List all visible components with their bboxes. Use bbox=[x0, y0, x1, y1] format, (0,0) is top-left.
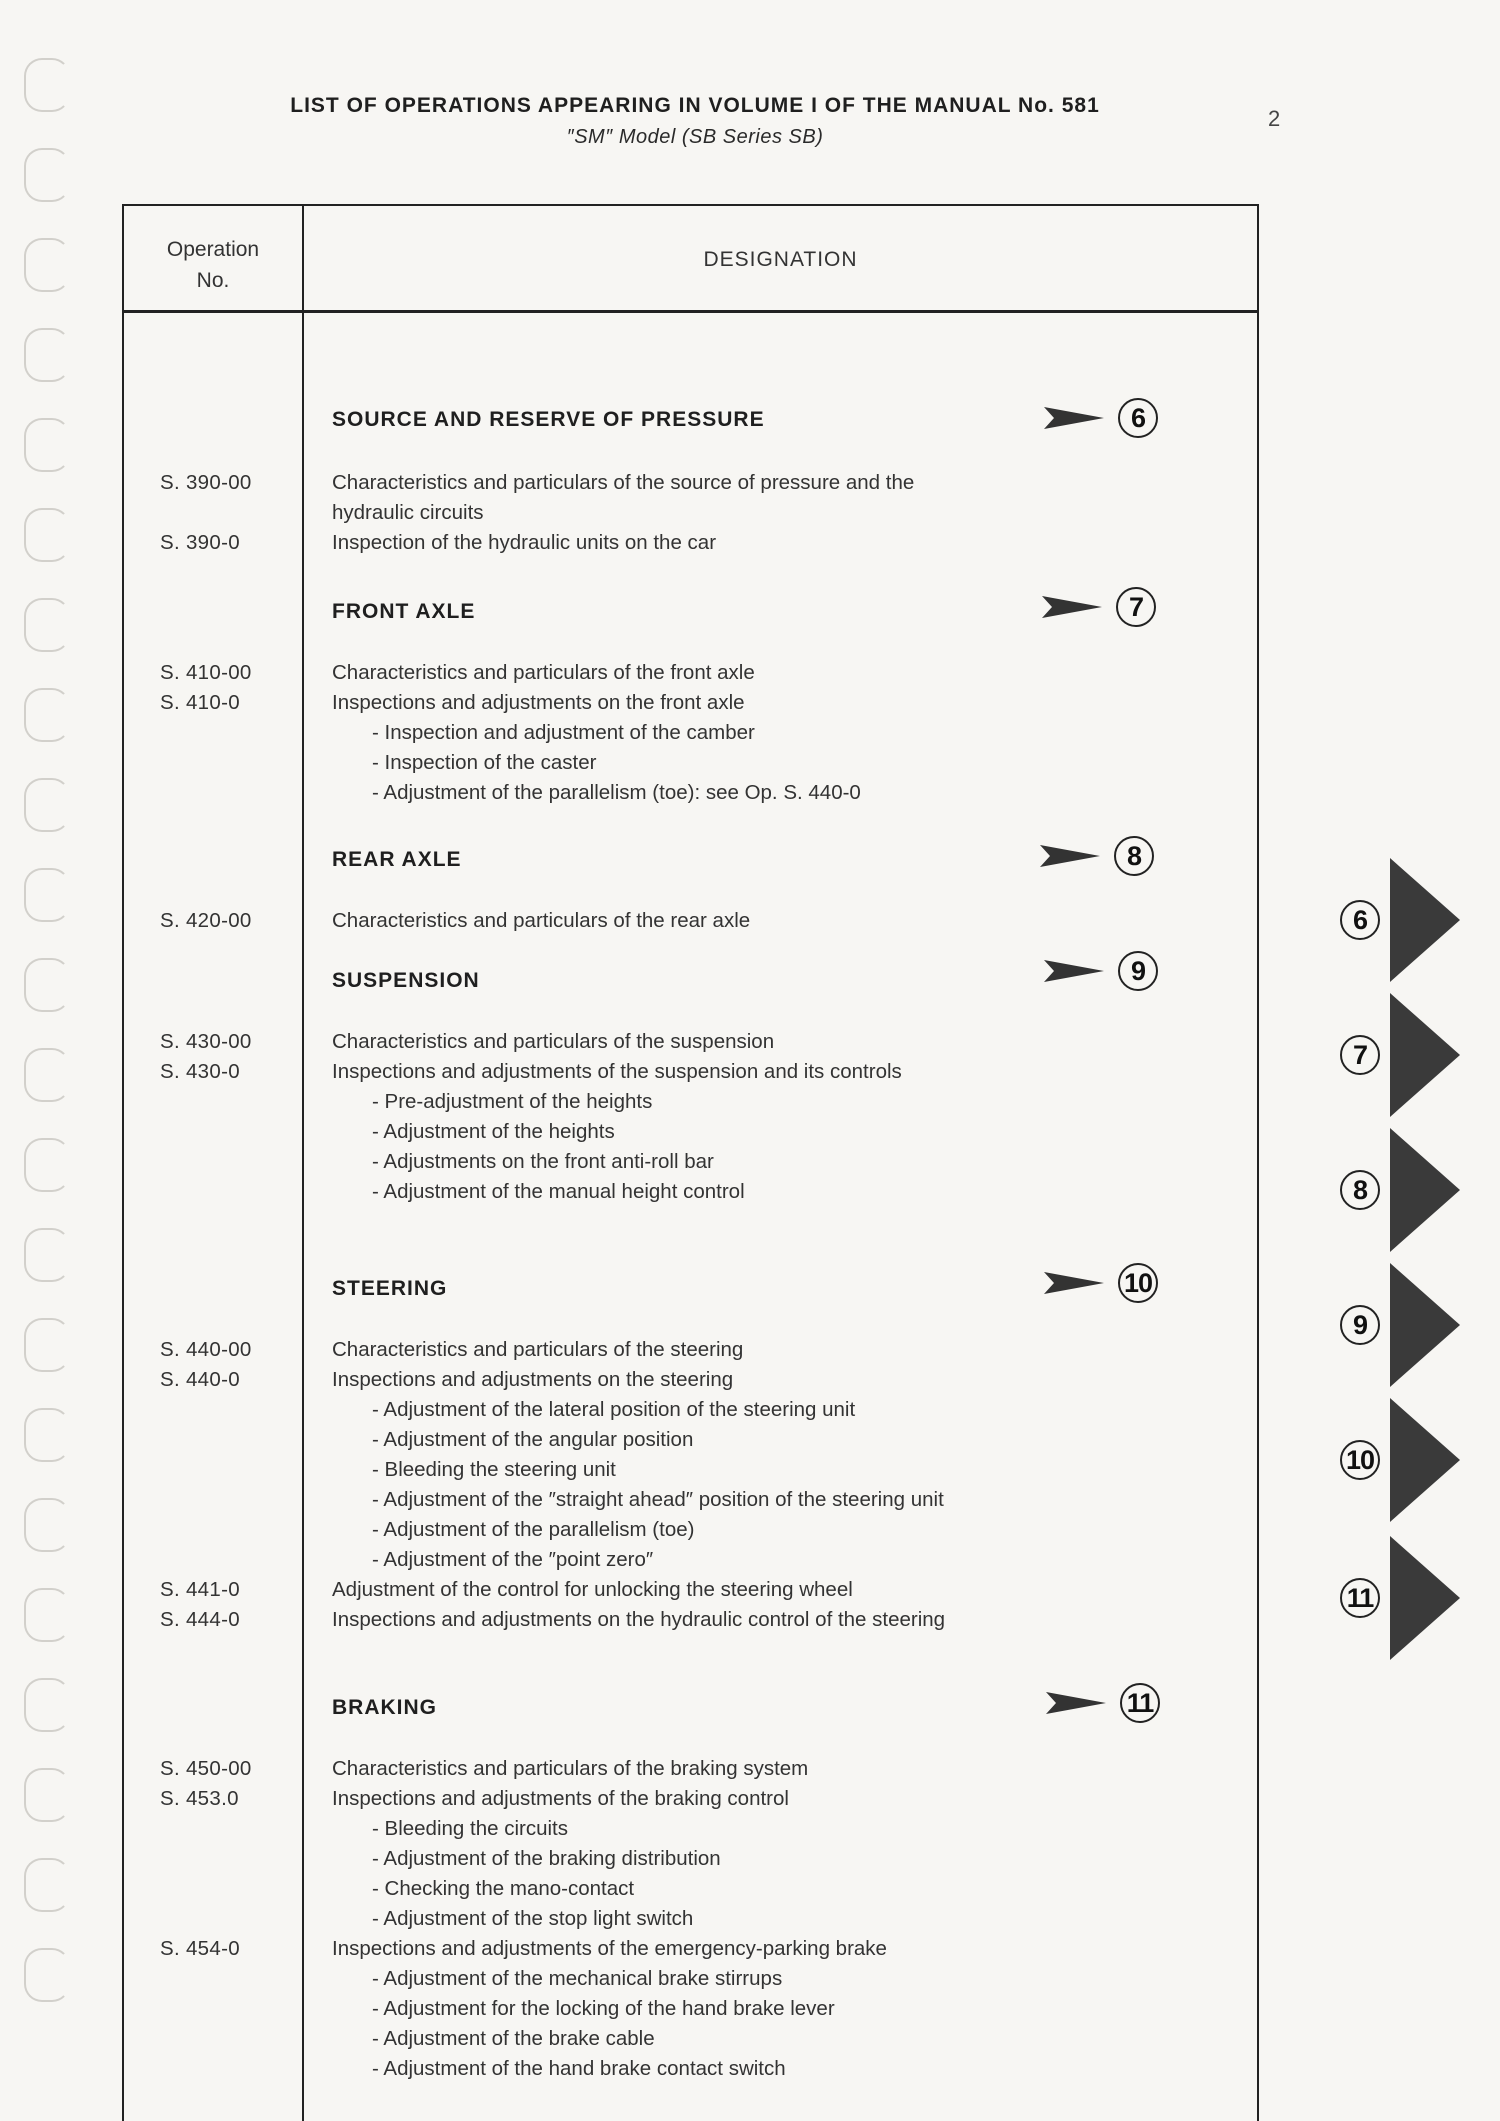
designation-subline: - Adjustment of the heights bbox=[372, 1120, 615, 1143]
binder-hole bbox=[24, 958, 70, 1012]
section-marker bbox=[1040, 836, 1154, 876]
designation-subline: - Inspection and adjustment of the camber bbox=[372, 721, 755, 744]
binder-hole bbox=[24, 778, 70, 832]
designation-line: Inspections and adjustments of the emergency-parking brake bbox=[332, 1937, 887, 1960]
section-title: SOURCE AND RESERVE OF PRESSURE bbox=[332, 408, 765, 431]
section-title: STEERING bbox=[332, 1277, 448, 1300]
designation-subline: - Adjustment for the locking of the hand brake lever bbox=[372, 1997, 835, 2020]
operation-number: S. 441-0 bbox=[160, 1578, 240, 1601]
operation-number: S. 430-0 bbox=[160, 1060, 240, 1083]
designation-subline: - Adjustment of the brake cable bbox=[372, 2027, 655, 2050]
designation-subline: - Adjustment of the parallelism (toe) bbox=[372, 1518, 695, 1541]
operation-number: S. 410-00 bbox=[160, 661, 252, 684]
binder-hole bbox=[24, 1948, 70, 2002]
binder-hole bbox=[24, 1228, 70, 1282]
operation-number: S. 444-0 bbox=[160, 1608, 240, 1631]
designation-subline: - Pre-adjustment of the heights bbox=[372, 1090, 653, 1113]
operation-number: S. 454-0 bbox=[160, 1937, 240, 1960]
index-tab-triangle-icon bbox=[1390, 1128, 1460, 1252]
binder-hole bbox=[24, 328, 70, 382]
tab-number-circle: 9 bbox=[1340, 1305, 1380, 1345]
tab-number-circle: 11 bbox=[1340, 1578, 1380, 1618]
designation-line: Characteristics and particulars of the front axle bbox=[332, 661, 755, 684]
binder-hole bbox=[24, 1318, 70, 1372]
index-tab[interactable] bbox=[1340, 858, 1460, 982]
binder-hole bbox=[24, 1048, 70, 1102]
operation-number: S. 430-00 bbox=[160, 1030, 252, 1053]
column-divider bbox=[302, 204, 304, 2121]
binder-hole bbox=[24, 598, 70, 652]
pointer-arrow-icon bbox=[1046, 1690, 1106, 1716]
index-tab-triangle-icon bbox=[1390, 1536, 1460, 1660]
designation-subline: - Adjustment of the ″straight ahead″ position of the steering unit bbox=[372, 1488, 944, 1511]
section-marker bbox=[1044, 398, 1158, 438]
section-title: FRONT AXLE bbox=[332, 600, 476, 623]
binder-hole bbox=[24, 1408, 70, 1462]
designation-line: Adjustment of the control for unlocking the steering wheel bbox=[332, 1578, 853, 1601]
index-tab[interactable] bbox=[1340, 1128, 1460, 1252]
tab-number-circle: 8 bbox=[1340, 1170, 1380, 1210]
column-header-operation-line2: No. bbox=[196, 269, 230, 292]
operation-number: S. 420-00 bbox=[160, 909, 252, 932]
designation-line: Inspections and adjustments on the hydraulic control of the steering bbox=[332, 1608, 946, 1631]
designation-subline: - Adjustment of the angular position bbox=[372, 1428, 694, 1451]
binder-hole bbox=[24, 1588, 70, 1642]
designation-line: Inspection of the hydraulic units on the car bbox=[332, 531, 717, 554]
index-tab[interactable] bbox=[1340, 1263, 1460, 1387]
operation-number: S. 390-0 bbox=[160, 531, 240, 554]
page-number: 2 bbox=[1268, 106, 1281, 131]
header-divider bbox=[122, 310, 1259, 313]
index-tab-triangle-icon bbox=[1390, 993, 1460, 1117]
designation-subline: - Bleeding the circuits bbox=[372, 1817, 568, 1840]
designation-line: Characteristics and particulars of the braking system bbox=[332, 1757, 809, 1780]
designation-subline: - Adjustment of the braking distribution bbox=[372, 1847, 721, 1870]
index-tab[interactable] bbox=[1340, 993, 1460, 1117]
index-tab-triangle-icon bbox=[1390, 1263, 1460, 1387]
pointer-arrow-icon bbox=[1044, 958, 1104, 984]
tab-number-circle: 6 bbox=[1340, 900, 1380, 940]
designation-subline: - Adjustment of the mechanical brake stirrups bbox=[372, 1967, 783, 1990]
section-number-circle: 7 bbox=[1116, 587, 1156, 627]
index-tab[interactable] bbox=[1340, 1536, 1460, 1660]
designation-subline: - Adjustment of the hand brake contact switch bbox=[372, 2057, 786, 2080]
designation-line: hydraulic circuits bbox=[332, 501, 484, 524]
operation-number: S. 410-0 bbox=[160, 691, 240, 714]
index-tab[interactable] bbox=[1340, 1398, 1460, 1522]
binder-hole bbox=[24, 1138, 70, 1192]
index-tab-triangle-icon bbox=[1390, 1398, 1460, 1522]
designation-subline: - Adjustment of the ″point zero″ bbox=[372, 1548, 654, 1571]
binder-hole bbox=[24, 418, 70, 472]
designation-line: Characteristics and particulars of the source of pressure and the bbox=[332, 471, 915, 494]
binder-hole bbox=[24, 148, 70, 202]
section-title: REAR AXLE bbox=[332, 848, 462, 871]
section-number-circle: 9 bbox=[1118, 951, 1158, 991]
section-number-circle: 6 bbox=[1118, 398, 1158, 438]
binder-hole bbox=[24, 1768, 70, 1822]
designation-subline: - Adjustments on the front anti-roll bar bbox=[372, 1150, 714, 1173]
binder-hole bbox=[24, 868, 70, 922]
pointer-arrow-icon bbox=[1044, 405, 1104, 431]
section-marker bbox=[1042, 587, 1156, 627]
binder-hole bbox=[24, 1858, 70, 1912]
binder-hole bbox=[24, 238, 70, 292]
index-tab-triangle-icon bbox=[1390, 858, 1460, 982]
section-marker bbox=[1046, 1683, 1160, 1723]
operation-number: S. 453.0 bbox=[160, 1787, 239, 1810]
operation-number: S. 440-00 bbox=[160, 1338, 252, 1361]
designation-subline: - Adjustment of the stop light switch bbox=[372, 1907, 694, 1930]
section-number-circle: 11 bbox=[1120, 1683, 1160, 1723]
section-marker bbox=[1044, 1263, 1158, 1303]
column-header-operation-line1: Operation bbox=[166, 238, 260, 261]
designation-line: Characteristics and particulars of the steering bbox=[332, 1338, 744, 1361]
column-header-operation bbox=[124, 234, 302, 296]
tab-number-circle: 10 bbox=[1340, 1440, 1380, 1480]
designation-line: Inspections and adjustments of the braking control bbox=[332, 1787, 789, 1810]
tab-number-circle: 7 bbox=[1340, 1035, 1380, 1075]
designation-subline: - Adjustment of the manual height control bbox=[372, 1180, 745, 1203]
pointer-arrow-icon bbox=[1042, 594, 1102, 620]
designation-subline: - Bleeding the steering unit bbox=[372, 1458, 616, 1481]
binder-hole bbox=[24, 508, 70, 562]
section-number-circle: 10 bbox=[1118, 1263, 1158, 1303]
page-subtitle: ″SM″ Model (SB Series SB) bbox=[566, 126, 824, 148]
designation-line: Inspections and adjustments on the steering bbox=[332, 1368, 734, 1391]
section-number-circle: 8 bbox=[1114, 836, 1154, 876]
designation-line: Inspections and adjustments on the front axle bbox=[332, 691, 745, 714]
designation-subline: - Checking the mano-contact bbox=[372, 1877, 635, 1900]
section-title: BRAKING bbox=[332, 1696, 437, 1719]
operation-number: S. 440-0 bbox=[160, 1368, 240, 1391]
pointer-arrow-icon bbox=[1040, 843, 1100, 869]
column-header-designation: DESIGNATION bbox=[703, 248, 858, 271]
designation-subline: - Adjustment of the lateral position of the steering unit bbox=[372, 1398, 856, 1421]
section-title: SUSPENSION bbox=[332, 969, 480, 992]
binder-hole bbox=[24, 688, 70, 742]
designation-line: Inspections and adjustments of the suspension and its controls bbox=[332, 1060, 902, 1083]
operation-number: S. 390-00 bbox=[160, 471, 252, 494]
designation-subline: - Adjustment of the parallelism (toe): see Op. S. 440-0 bbox=[372, 781, 861, 804]
designation-line: Characteristics and particulars of the rear axle bbox=[332, 909, 751, 932]
designation-line: Characteristics and particulars of the suspension bbox=[332, 1030, 775, 1053]
pointer-arrow-icon bbox=[1044, 1270, 1104, 1296]
operation-number: S. 450-00 bbox=[160, 1757, 252, 1780]
page-title: LIST OF OPERATIONS APPEARING IN VOLUME I OF THE MANUAL No. 581 bbox=[290, 94, 1100, 117]
section-marker bbox=[1044, 951, 1158, 991]
designation-subline: - Inspection of the caster bbox=[372, 751, 597, 774]
binder-hole bbox=[24, 1678, 70, 1732]
binder-hole bbox=[24, 1498, 70, 1552]
